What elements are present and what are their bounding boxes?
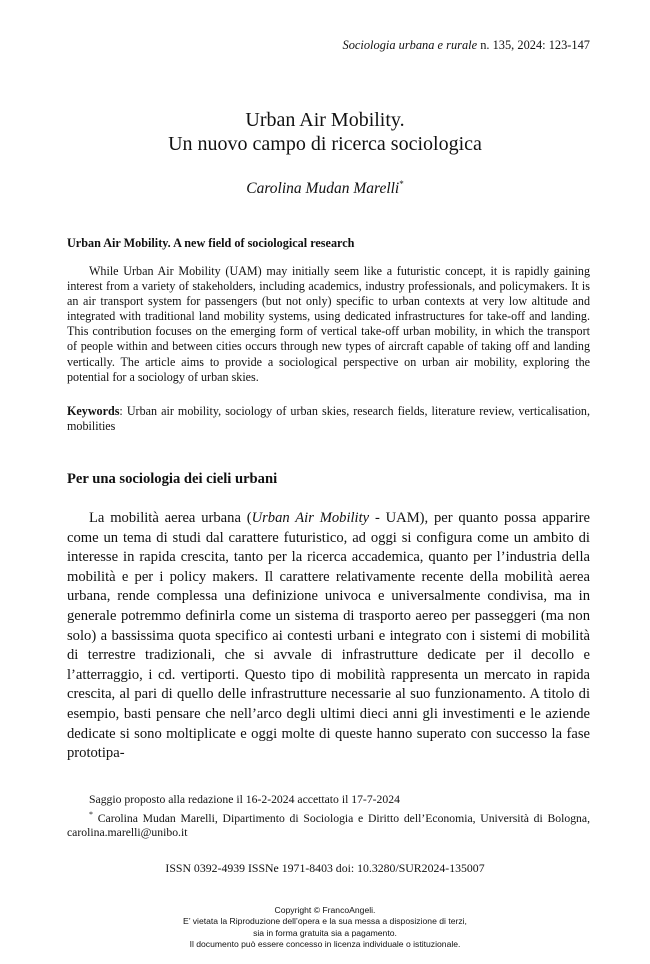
author-affiliation-note bbox=[67, 808, 590, 841]
keywords bbox=[67, 404, 590, 434]
copyright-notice bbox=[0, 905, 650, 951]
article-title-line-1: Urban Air Mobility. bbox=[245, 109, 405, 131]
paragraph-italic-term: Urban Air Mobility bbox=[251, 510, 370, 526]
body-paragraph bbox=[67, 509, 590, 764]
section-heading: Per una sociologia dei cieli urbani bbox=[67, 471, 278, 487]
paragraph-rest: - UAM), per quanto possa apparire come un tema di studi dal carattere futuristico, ad oggi si configura come un ambito di interesse in rapida crescita, tanto per la ricerca accademica, quanto per l’industria della mobilità e per i policy makers. Il carattere relativamente recente della mobilità aerea urbana, rende complessa una definizione univoca e universalmente condivisa, ma in generale potremmo definirla come un sistema di trasporto aereo per passeggeri (ma non solo) a bassissima quota specifico ai contesti urbani e integrato con i sistemi di mobilità di terrestre tradizionali, che si avvale di infrastrutture dedicate per il decollo e l’atterraggio, i cd. vertiporti. Questo tipo di mobilità rappresenta un mercato in rapida crescita, al pari di quello delle infrastrutture necessarie al suo funzionamento. A titolo di esempio, basti pensare che nell’arco degli ultimi dieci anni gli investimenti e le aziende dedicate si sono moltiplicate e oggi molte di queste hanno superato con successo la fase prototipa- bbox=[67, 510, 590, 762]
paragraph-start: La mobilità aerea urbana ( bbox=[89, 510, 252, 526]
author-name: Carolina Mudan Marelli bbox=[246, 180, 400, 198]
keywords-list: : Urban air mobility, sociology of urban skies, research fields, literature review, verticalisation, mobilities bbox=[67, 404, 590, 434]
journal-name: Sociologia urbana e rurale bbox=[342, 38, 478, 52]
author-byline bbox=[0, 179, 650, 198]
copyright-line-4: Il documento può essere concesso in licenza individuale o istituzionale. bbox=[189, 939, 461, 950]
affiliation-text: Carolina Mudan Marelli, Dipartimento di Sociologia e Diritto dell’Economia, Università di Bologna, carolina.marelli@unibo.it bbox=[67, 811, 590, 840]
copyright-line-1: Copyright © FrancoAngeli. bbox=[274, 905, 376, 915]
issn-doi-line: ISSN 0392-4939 ISSNe 1971-8403 doi: 10.3280/SUR2024-135007 bbox=[165, 861, 485, 875]
abstract-title: Urban Air Mobility. A new field of sociological research bbox=[67, 236, 355, 250]
abstract-text: While Urban Air Mobility (UAM) may initially seem like a futuristic concept, it is rapidly gaining interest from a variety of stakeholders, including academics, industry professionals, and policymakers. It is an air transport system for passengers (but not only) specific to urban contexts at very low altitude and integrated with traditional land mobility systems, using dedicated infrastructures for take-off and landing. This contribution focuses on the emerging form of vertical take-off urban mobility, in which the transport of people within and between cities occurs through new types of aircraft capable of taking off and landing vertically. The article aims to provide a sociological perspective on urban air mobility, exploring the potential for a sociology of urban skies. bbox=[67, 264, 590, 384]
copyright-line-2: E’ vietata la Riproduzione dell’opera e la sua messa a disposizione di terzi, bbox=[183, 916, 467, 927]
keywords-label: Keywords bbox=[67, 404, 120, 418]
submission-note: Saggio proposto alla redazione il 16-2-2024 accettato il 17-7-2024 bbox=[89, 793, 400, 806]
affiliation-marker: * bbox=[89, 809, 93, 819]
copyright-line-3: sia in forma gratuita sia a pagamento. bbox=[253, 927, 397, 938]
article-title-line-2: Un nuovo campo di ricerca sociologica bbox=[168, 133, 482, 155]
issue-info: n. 135, 2024: 123-147 bbox=[477, 38, 590, 52]
journal-header bbox=[300, 38, 590, 53]
author-footnote-marker: * bbox=[399, 179, 404, 189]
footnotes bbox=[67, 793, 590, 841]
